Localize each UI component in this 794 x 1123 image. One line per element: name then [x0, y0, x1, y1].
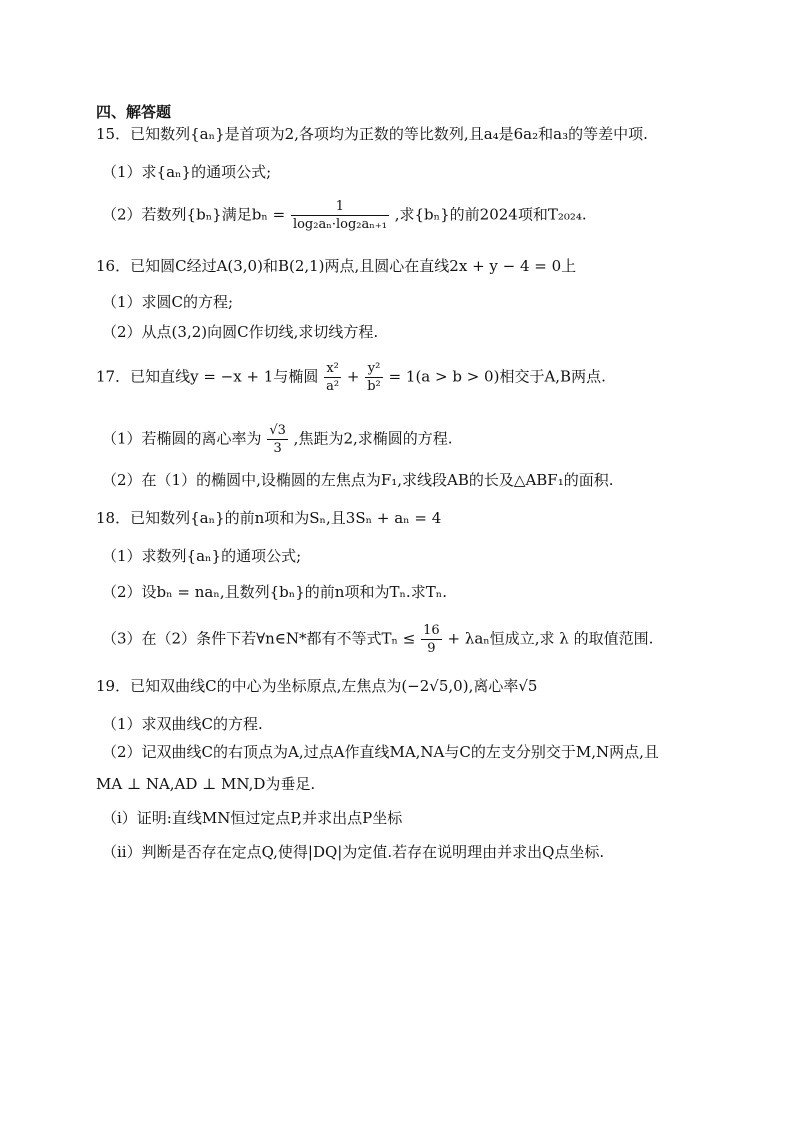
q17-part1-post: ,焦距为2,求椭圆的方程. [293, 429, 453, 448]
q18-part2: （2）设bₙ = naₙ,且数列{bₙ}的前n项和为Tₙ.求Tₙ. [102, 583, 447, 601]
q19-part2-i: （i）证明:直线MN恒过定点P,并求出点P坐标 [102, 809, 403, 827]
q17-fraction-y-numerator: y² [365, 360, 383, 378]
q19-part2-line1: （2）记双曲线C的右顶点为A,过点A作直线MA,NA与C的左支分别交于M,N两点,且 [102, 743, 659, 761]
q17-fraction-y [365, 360, 383, 395]
q17-part2: （2）在（1）的椭圆中,设椭圆的左焦点为F₁,求线段AB的长及△ABF₁的面积. [102, 471, 614, 489]
q15-part2-pre: （2）若数列{bₙ}满足bₙ = [102, 205, 286, 224]
q16-stem: 16．已知圆C经过A(3,0)和B(2,1)两点,且圆心在直线2x + y − 4 = 0上 [96, 257, 577, 275]
q17-stem-post: = 1(a > b > 0)相交于A,B两点. [388, 367, 606, 386]
q17-stem [96, 360, 606, 395]
q18-part3 [102, 622, 653, 657]
q17-fraction-x-numerator: x² [324, 360, 341, 378]
q16-part2: （2）从点(3,2)向圆C作切线,求切线方程. [102, 323, 379, 341]
q17-stem-pre: 17．已知直线y = −x + 1与椭圆 [96, 367, 319, 386]
q17-part1 [102, 422, 453, 457]
q17-fraction-y-denominator: b² [367, 379, 381, 394]
q15-fraction [291, 198, 389, 233]
q19-part2-ii: （ii）判断是否存在定点Q,使得|DQ|为定值.若存在说明理由并求出Q点坐标. [102, 843, 605, 861]
section-title: 四、解答题 [96, 103, 172, 121]
q17-fraction-x [324, 360, 341, 395]
q17-fraction-x-denominator: a² [326, 379, 340, 394]
q18-fraction [421, 622, 442, 657]
q17-eccentricity-denominator: 3 [273, 441, 282, 456]
q17-plus-sign: + [346, 367, 360, 386]
q17-part1-pre: （1）若椭圆的离心率为 [102, 429, 262, 448]
q18-fraction-denominator: 9 [427, 641, 436, 656]
q18-fraction-numerator: 16 [423, 623, 440, 638]
q15-part2 [102, 198, 587, 233]
q18-part3-pre: （3）在（2）条件下若∀n∈N*都有不等式Tₙ ≤ [102, 629, 416, 648]
q17-eccentricity-numerator: √3 [269, 423, 286, 438]
q18-part1: （1）求数列{aₙ}的通项公式; [102, 547, 302, 565]
q15-stem: 15．已知数列{aₙ}是首项为2,各项均为正数的等比数列,且a₄是6a₂和a₃的等差中项. [96, 125, 648, 143]
q17-eccentricity-fraction [267, 422, 288, 457]
q19-part2-line2: MA ⊥ NA,AD ⊥ MN,D为垂足. [96, 775, 316, 793]
q18-part3-post: + λaₙ恒成立,求 λ 的取值范围. [447, 629, 654, 648]
q19-stem: 19．已知双曲线C的中心为坐标原点,左焦点为(−2√5,0),离心率√5 [96, 677, 538, 695]
q15-part1: （1）求{aₙ}的通项公式; [102, 163, 272, 181]
q16-part1: （1）求圆C的方程; [102, 293, 234, 311]
q18-stem: 18．已知数列{aₙ}的前n项和为Sₙ,且3Sₙ + aₙ = 4 [96, 509, 442, 527]
q15-fraction-numerator: 1 [291, 198, 389, 216]
q15-fraction-denominator: log₂aₙ·log₂aₙ₊₁ [292, 217, 387, 232]
q19-part1: （1）求双曲线C的方程. [102, 715, 263, 733]
q15-part2-post: ,求{bₙ}的前2024项和T₂₀₂₄. [394, 205, 587, 224]
